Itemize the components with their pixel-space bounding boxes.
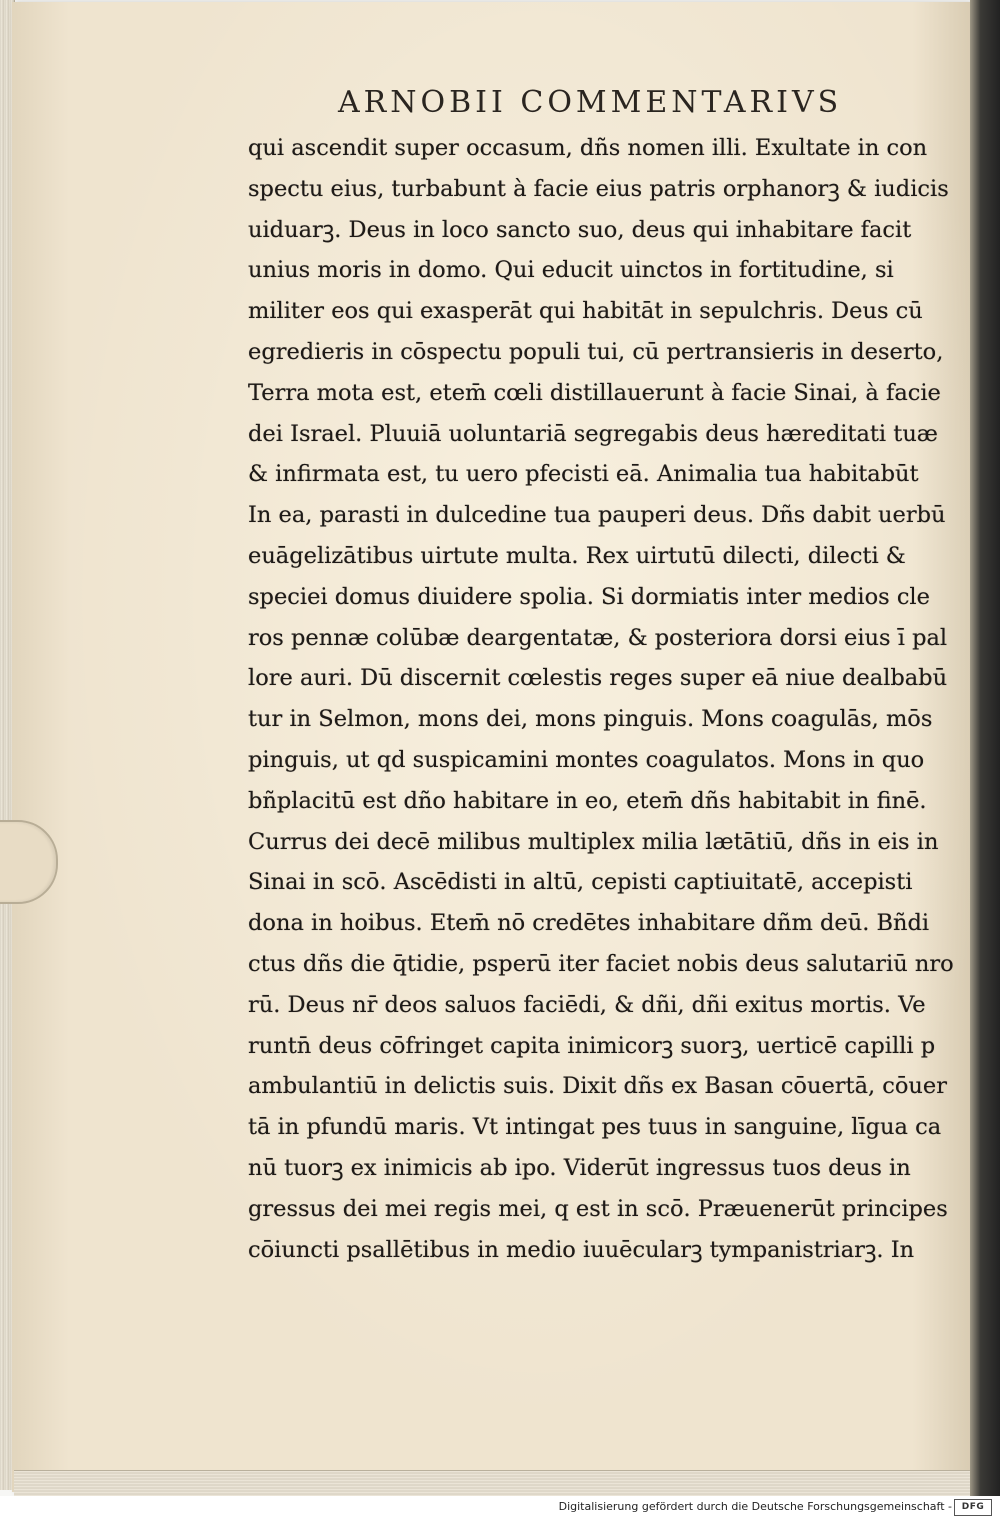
text-line: egredieris in cōspectu populi tui, cū pertransieris in deserto, bbox=[248, 338, 944, 365]
bottom-page-edges bbox=[14, 1470, 974, 1497]
funding-credit: Digitalisierung gefördert durch die Deutsche Forschungsgemeinschaft - bbox=[558, 1500, 952, 1513]
text-line: pinguis, ut qd suspicamini montes coagulatos. Mons in quo bbox=[248, 746, 925, 773]
text-line: Currus dei decē milibus multiplex milia lætātiū, dñs in eis in bbox=[248, 828, 939, 855]
text-line: uiduarꝫ. Deus in loco sancto suo, deus qui inhabitare facit bbox=[248, 216, 912, 243]
text-line: In ea, parasti in dulcedine tua pauperi deus. Dñs dabit uerbū bbox=[248, 502, 946, 529]
text-line: lore auri. Dū discernit cœlestis reges super eā niue dealbabū bbox=[248, 665, 948, 692]
dfg-logo: DFG bbox=[954, 1499, 992, 1516]
text-line: ctus dñs die q̄tidie, psperū iter faciet nobis deus salutariū nro bbox=[248, 950, 954, 977]
text-line: tur in Selmon, mons dei, mons pinguis. Mons coagulās, mōs bbox=[248, 706, 933, 733]
text-line: rū. Deus nr̄ deos saluos faciēdi, & dñi, dñi exitus mortis. Ve bbox=[248, 991, 926, 1018]
running-head: ARNOBII COMMENTARIVS bbox=[338, 85, 843, 120]
text-line: qui ascendit super occasum, dñs nomen illi. Exultate in con bbox=[248, 135, 928, 161]
footer-bar bbox=[0, 1496, 1000, 1519]
text-line: tā in pfundū maris. Vt intingat pes tuus in sanguine, līgua ca bbox=[248, 1114, 942, 1141]
text-line: dona in hoibus. Etem̄ nō credētes inhabitare dñm deū. Bñdi bbox=[248, 910, 930, 937]
text-line: Sinai in scō. Ascēdisti in altū, cepisti captiuitatē, accepisti bbox=[248, 869, 913, 896]
text-line: spectu eius, turbabunt à facie eius patris orphanorꝫ & iudicis bbox=[248, 175, 949, 202]
text-line: ambulantiū in delictis suis. Dixit dñs ex Basan cōuertā, cōuer bbox=[248, 1073, 947, 1100]
text-line: militer eos qui exasperāt qui habitāt in sepulchris. Deus cū bbox=[248, 298, 923, 325]
text-line: gressus dei mei regis mei, q est in scō. Præuenerūt principes bbox=[248, 1195, 948, 1222]
text-line: nū tuorꝫ ex inimicis ab ipo. Viderūt ingressus tuos deus in bbox=[248, 1154, 911, 1181]
text-line: bñplacitū est dño habitare in eo, etem̄ dñs habitabit in finē. bbox=[248, 787, 927, 814]
text-line: Terra mota est, etem̄ cœli distillauerunt à facie Sinai, à facie bbox=[248, 379, 941, 406]
book-binding bbox=[970, 0, 1000, 1500]
text-line: euāgelizātibus uirtute multa. Rex uirtutū dilecti, dilecti & bbox=[248, 542, 906, 569]
text-line: dei Israel. Pluuiā uoluntariā segregabis deus hæreditati tuæ bbox=[248, 420, 938, 447]
text-line: ros pennæ colūbæ deargentatæ, & posteriora dorsi eius ī pal bbox=[248, 624, 948, 651]
text-line: speciei domus diuidere spolia. Si dormiatis inter medios cle bbox=[248, 583, 930, 610]
text-line: & infirmata est, tu uero pfecisti eā. Animalia tua habitabūt bbox=[248, 461, 919, 488]
text-block bbox=[248, 128, 960, 1270]
text-line: unius moris in domo. Qui educit uinctos in fortitudine, si bbox=[248, 257, 894, 284]
text-line: runtn̄ deus cōfringet capita inimicorꝫ suorꝫ, uerticē capilli p bbox=[248, 1032, 936, 1059]
text-line: cōiuncti psallētibus in medio iuuēcularꝫ tympanistriarꝫ. In bbox=[248, 1236, 915, 1263]
